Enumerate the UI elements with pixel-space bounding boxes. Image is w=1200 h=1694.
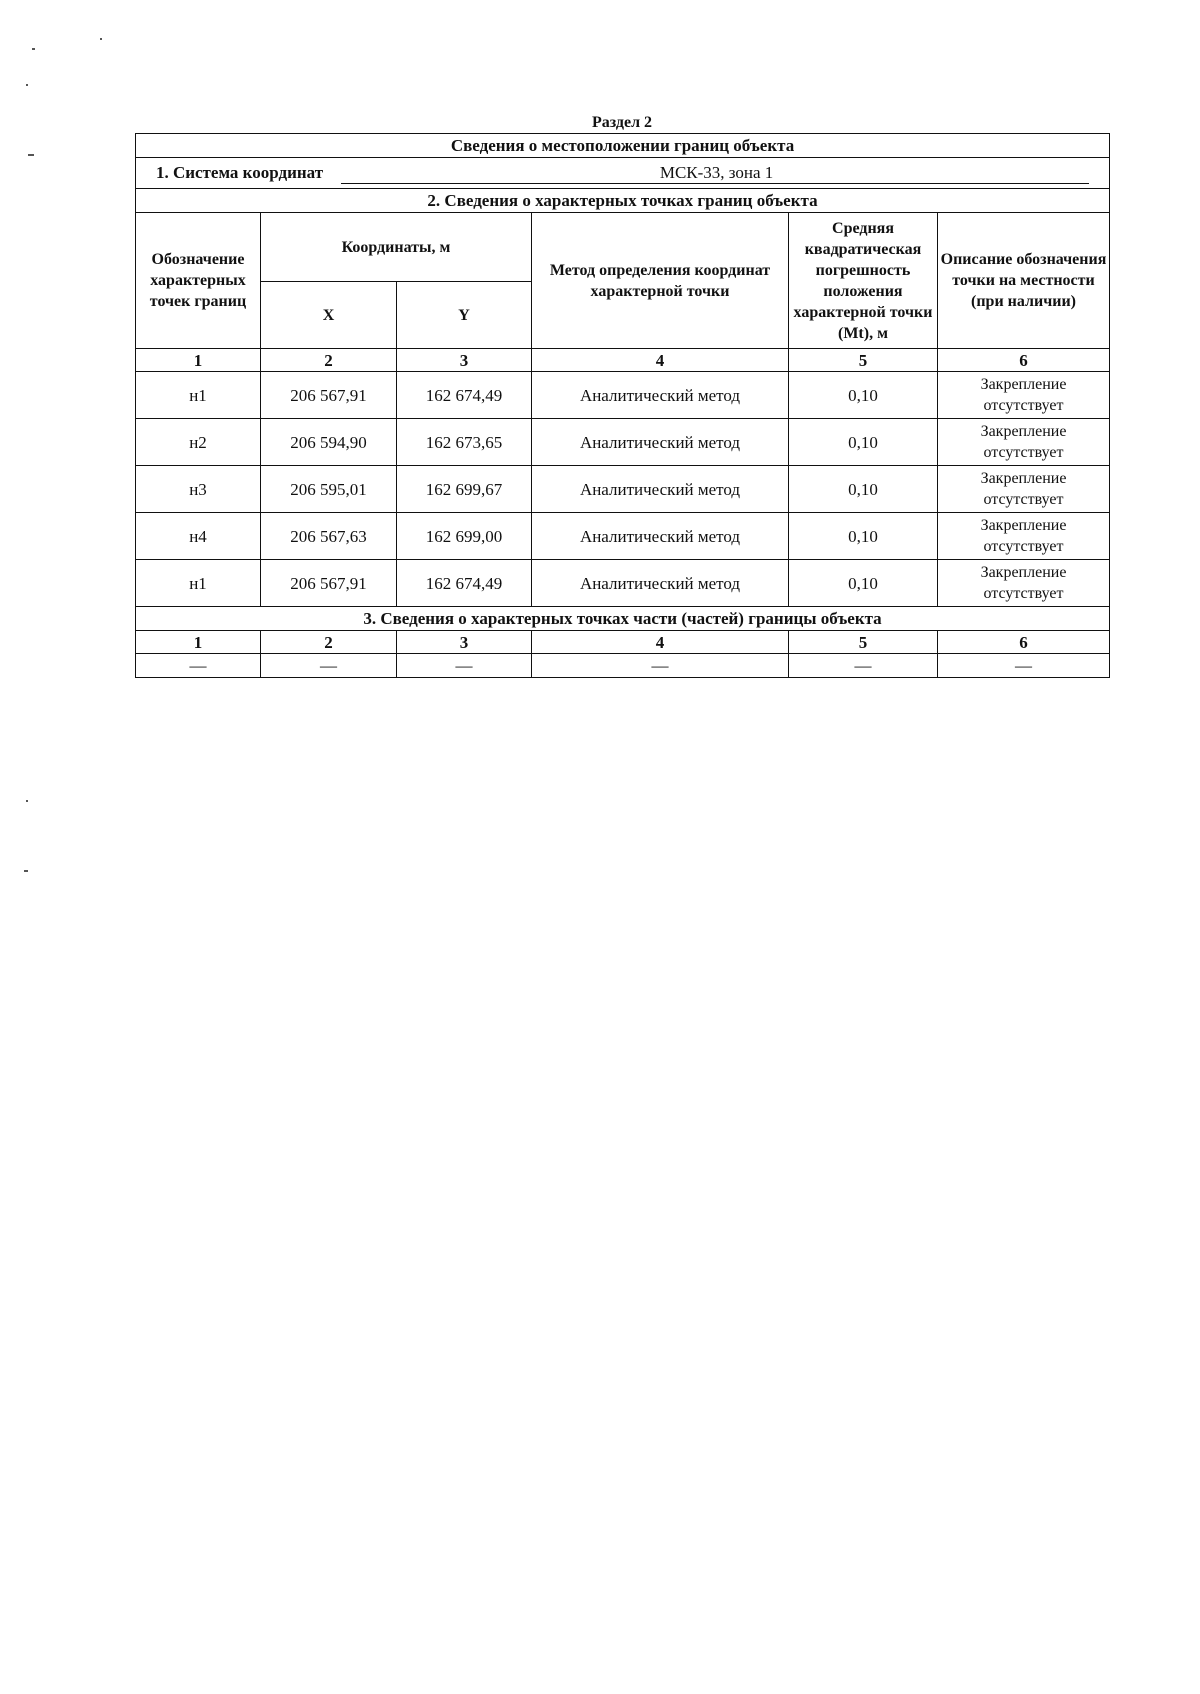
- parts-cell: —: [136, 654, 261, 678]
- coordinate-system-row: [136, 158, 1110, 189]
- parts-section-title: 3. Сведения о характерных точках части (частей) границы объекта: [136, 607, 1110, 631]
- point-description: Закрепление отсутствует: [938, 466, 1110, 513]
- point-x: 206 595,01: [261, 466, 397, 513]
- scan-speck: [26, 84, 28, 86]
- scan-speck: [28, 154, 34, 156]
- point-y: 162 699,67: [397, 466, 532, 513]
- point-error: 0,10: [789, 372, 938, 419]
- table-row: [136, 560, 1110, 607]
- header-designation: Обозначение характерных точек границ: [136, 213, 261, 349]
- parts-cell: —: [789, 654, 938, 678]
- point-name: н1: [136, 372, 261, 419]
- point-method: Аналитический метод: [532, 513, 789, 560]
- table-row: [136, 419, 1110, 466]
- point-method: Аналитический метод: [532, 466, 789, 513]
- point-error: 0,10: [789, 560, 938, 607]
- point-name: н3: [136, 466, 261, 513]
- point-error: 0,10: [789, 466, 938, 513]
- coordinate-system-cell: [136, 158, 1110, 189]
- point-name: н4: [136, 513, 261, 560]
- parts-cell: —: [938, 654, 1110, 678]
- points-section-title: 2. Сведения о характерных точках границ объекта: [136, 189, 1110, 213]
- header-description: Описание обозначения точки на местности (при наличии): [938, 213, 1110, 349]
- table-row: [136, 466, 1110, 513]
- scan-speck: [26, 800, 28, 802]
- parts-column-numbers-row: [136, 631, 1110, 654]
- point-description: Закрепление отсутствует: [938, 372, 1110, 419]
- parts-cell: —: [532, 654, 789, 678]
- column-number: 2: [261, 631, 397, 654]
- column-number: 6: [938, 349, 1110, 372]
- point-x: 206 594,90: [261, 419, 397, 466]
- point-name: н1: [136, 560, 261, 607]
- point-x: 206 567,91: [261, 372, 397, 419]
- table-row: [136, 372, 1110, 419]
- parts-cell: —: [397, 654, 532, 678]
- parts-cell: —: [261, 654, 397, 678]
- header-error: Средняя квадратическая погрешность положения характерной точки (Mt), м: [789, 213, 938, 349]
- header-method: Метод определения координат характерной точки: [532, 213, 789, 349]
- column-number: 1: [136, 631, 261, 654]
- point-error: 0,10: [789, 419, 938, 466]
- section-title: Раздел 2: [591, 114, 653, 131]
- column-number: 5: [789, 631, 938, 654]
- header-x: X: [261, 282, 397, 349]
- column-number: 1: [136, 349, 261, 372]
- point-y: 162 699,00: [397, 513, 532, 560]
- point-y: 162 674,49: [397, 372, 532, 419]
- point-description: Закрепление отсутствует: [938, 419, 1110, 466]
- boundary-table: [135, 133, 1110, 678]
- point-y: 162 674,49: [397, 560, 532, 607]
- parts-section-row: [136, 607, 1110, 631]
- point-x: 206 567,91: [261, 560, 397, 607]
- column-number: 6: [938, 631, 1110, 654]
- column-number: 3: [397, 631, 532, 654]
- point-name: н2: [136, 419, 261, 466]
- table-title: Сведения о местоположении границ объекта: [136, 134, 1110, 158]
- table-title-row: [136, 134, 1110, 158]
- point-y: 162 673,65: [397, 419, 532, 466]
- header-row-1: [136, 213, 1110, 282]
- column-numbers-row: [136, 349, 1110, 372]
- table-row: [136, 513, 1110, 560]
- parts-table-row: [136, 654, 1110, 678]
- point-x: 206 567,63: [261, 513, 397, 560]
- scan-speck: [32, 48, 35, 50]
- point-method: Аналитический метод: [532, 419, 789, 466]
- column-number: 2: [261, 349, 397, 372]
- points-section-row: [136, 189, 1110, 213]
- column-number: 4: [532, 631, 789, 654]
- point-method: Аналитический метод: [532, 560, 789, 607]
- scan-speck: [100, 38, 102, 40]
- coordinate-system-value: МСК-33, зона 1: [341, 162, 1089, 184]
- point-description: Закрепление отсутствует: [938, 513, 1110, 560]
- column-number: 3: [397, 349, 532, 372]
- header-y: Y: [397, 282, 532, 349]
- scan-speck: [24, 870, 28, 872]
- coordinate-system-label: 1. Система координат: [155, 163, 324, 182]
- header-coordinates: Координаты, м: [261, 213, 532, 282]
- point-description: Закрепление отсутствует: [938, 560, 1110, 607]
- point-error: 0,10: [789, 513, 938, 560]
- column-number: 5: [789, 349, 938, 372]
- point-method: Аналитический метод: [532, 372, 789, 419]
- column-number: 4: [532, 349, 789, 372]
